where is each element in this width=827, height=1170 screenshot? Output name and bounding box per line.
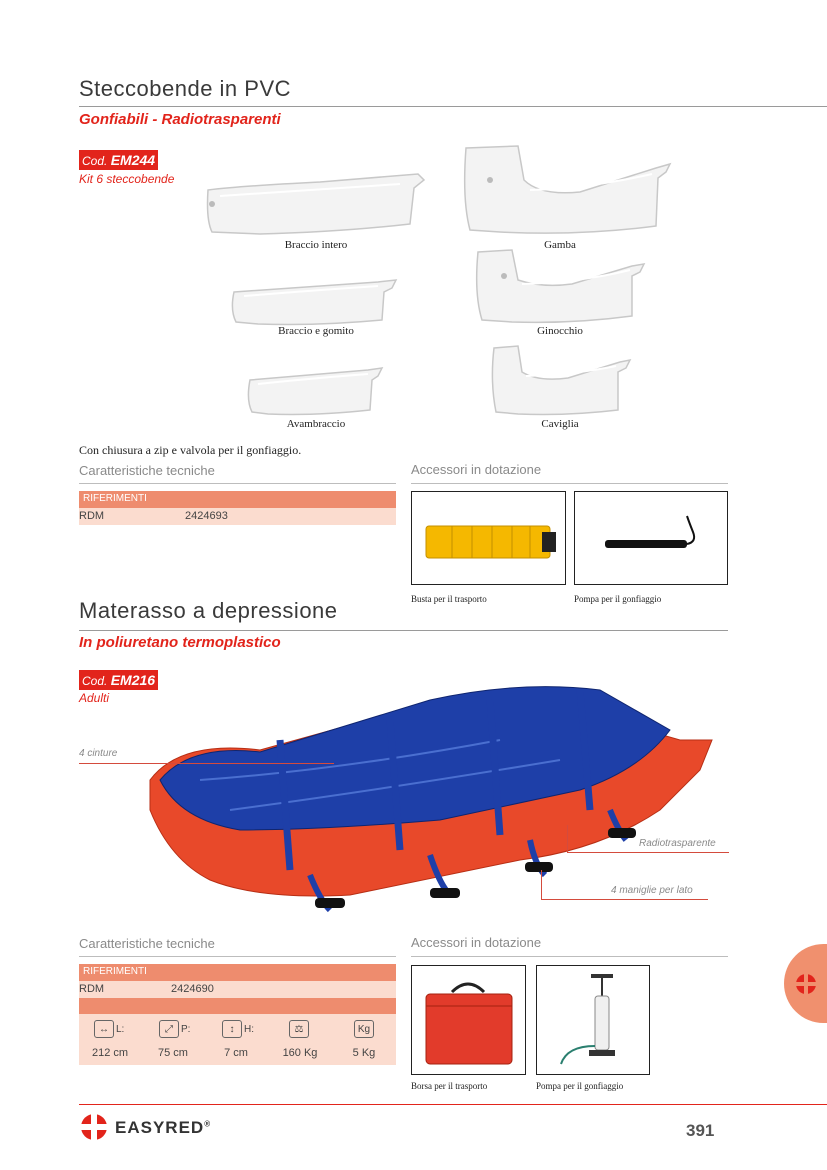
dim-weight xyxy=(354,1020,374,1038)
accessories-heading: Accessori in dotazione xyxy=(411,462,542,477)
weight-icon: Kg xyxy=(354,1020,374,1038)
product-code-badge xyxy=(79,150,158,170)
dim-value: 75 cm xyxy=(158,1047,188,1059)
load-capacity-icon: ⚖ xyxy=(289,1020,309,1038)
splint-image-braccio-e-gomito xyxy=(228,270,408,330)
product-code: EM244 xyxy=(110,152,156,168)
splint-caption: Braccio intero xyxy=(284,239,348,251)
dim-value: 5 Kg xyxy=(352,1047,376,1059)
length-icon: ↔ xyxy=(94,1020,114,1038)
dim-height: ↕ H: xyxy=(222,1020,254,1038)
dim-value: 212 cm xyxy=(91,1047,129,1059)
pump-icon xyxy=(575,492,727,584)
callout-line xyxy=(79,763,334,764)
code-prefix: Cod. xyxy=(82,154,108,168)
product-code: EM216 xyxy=(110,672,156,688)
section-subtitle: In poliuretano termoplastico xyxy=(79,634,281,651)
tech-specs-heading: Caratteristiche tecniche xyxy=(79,463,215,478)
red-bag-icon xyxy=(412,966,525,1074)
dimensions-row xyxy=(79,1014,396,1065)
title-rule xyxy=(79,106,827,107)
product-code-badge xyxy=(79,670,158,690)
callout-line xyxy=(567,825,568,853)
accessory-image-bag xyxy=(411,965,526,1075)
table-row xyxy=(79,981,396,998)
dim-depth: ⤢ P: xyxy=(159,1020,190,1038)
diagonal-icon: ⤢ xyxy=(159,1020,179,1038)
splint-caption: Braccio e gomito xyxy=(278,325,354,337)
splint-image-braccio-intero xyxy=(200,160,430,240)
dim-length: ↔ L: xyxy=(94,1020,124,1038)
accessories-rule xyxy=(411,956,728,957)
height-icon: ↕ xyxy=(222,1020,242,1038)
callout-line xyxy=(567,852,729,853)
accessory-image-bag xyxy=(411,491,566,585)
callout-belts: 4 cinture xyxy=(79,748,118,759)
table-header: RIFERIMENTI xyxy=(79,964,396,981)
accessory-caption: Busta per il trasporto xyxy=(411,594,487,604)
dim-load xyxy=(289,1020,309,1038)
page-number: 391 xyxy=(686,1121,715,1140)
accessories-rule xyxy=(411,483,728,484)
accessory-image-pump xyxy=(574,491,728,585)
dim-value: 7 cm xyxy=(224,1047,248,1059)
section-title: Materasso a depressione xyxy=(79,598,338,623)
hand-pump-icon xyxy=(537,966,649,1074)
brand-name: EASYRED® xyxy=(115,1118,212,1137)
callout-line xyxy=(541,899,708,900)
accessories-heading: Accessori in dotazione xyxy=(411,935,542,950)
variant-label: Adulti xyxy=(79,691,110,705)
splint-image-gamba xyxy=(460,140,675,240)
table-header: RIFERIMENTI xyxy=(79,491,396,508)
row-value: 2424690 xyxy=(171,983,214,995)
callout-handles: 4 maniglie per lato xyxy=(611,885,693,896)
splint-caption: Gamba xyxy=(544,239,576,251)
splint-caption: Ginocchio xyxy=(537,325,583,337)
table-spacer xyxy=(79,998,396,1014)
splint-image-ginocchio xyxy=(472,244,652,326)
tech-specs-heading: Caratteristiche tecniche xyxy=(79,936,215,951)
row-value: 2424693 xyxy=(185,510,228,522)
accessory-image-pump xyxy=(536,965,650,1075)
section-subtitle: Gonfiabili - Radiotrasparenti xyxy=(79,111,281,128)
accessory-caption: Pompa per il gonfiaggio xyxy=(536,1081,624,1091)
title-rule xyxy=(79,630,728,631)
splint-caption: Avambraccio xyxy=(286,418,346,430)
splint-image-avambraccio xyxy=(244,360,394,420)
callout-line xyxy=(541,870,542,900)
section-title: Steccobende in PVC xyxy=(79,76,292,101)
row-label: RDM xyxy=(79,983,105,995)
mattress-image xyxy=(140,660,720,920)
kit-label: Kit 6 steccobende xyxy=(79,172,175,186)
side-tab xyxy=(784,944,827,1023)
product-note: Con chiusura a zip e valvola per il gonfiaggio. xyxy=(79,443,302,457)
yellow-bag-icon xyxy=(412,492,565,584)
tech-specs-rule xyxy=(79,956,396,957)
easyred-logo-icon xyxy=(79,1112,109,1142)
splint-caption: Caviglia xyxy=(541,418,579,430)
row-label: RDM xyxy=(79,510,105,522)
cross-logo-icon xyxy=(794,972,818,996)
tech-specs-rule xyxy=(79,483,396,484)
accessory-caption: Pompa per il gonfiaggio xyxy=(574,594,662,604)
table-row xyxy=(79,508,396,525)
callout-radiotransparent: Radiotrasparente xyxy=(639,838,716,849)
accessory-caption: Borsa per il trasporto xyxy=(411,1081,488,1091)
dim-value: 160 Kg xyxy=(282,1047,318,1059)
code-prefix: Cod. xyxy=(82,674,108,688)
splint-image-caviglia xyxy=(488,342,638,420)
footer-rule xyxy=(79,1104,827,1105)
